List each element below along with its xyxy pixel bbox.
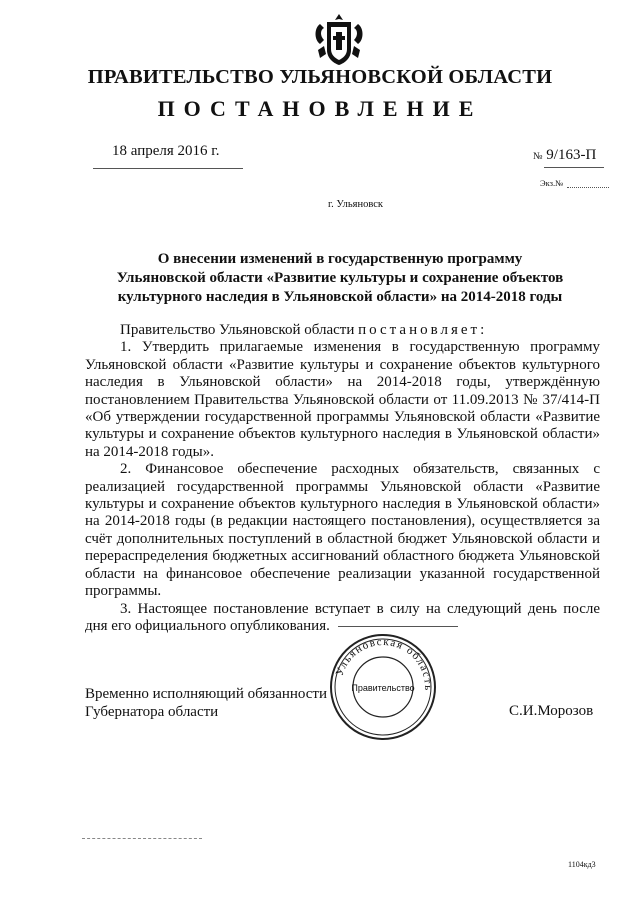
intro-prefix: Правительство Ульяновской области: [120, 322, 355, 338]
signer-position-line: Губернатора области: [85, 704, 219, 720]
title-line: культурного наследия в Ульяновской области» на 2014-2018 годы: [117, 289, 563, 305]
government-name: ПРАВИТЕЛЬСТВО УЛЬЯНОВСКОЙ ОБЛАСТИ: [87, 66, 553, 88]
intro-verb: постановляет:: [358, 322, 488, 338]
signer-position: [85, 685, 327, 721]
title-line: Ульяновской области «Развитие культуры и сохранение объектов: [116, 270, 564, 286]
footer-dashes: [82, 838, 202, 839]
intro-paragraph: [85, 322, 600, 339]
title-line: О внесении изменений в государственную программу: [157, 251, 523, 267]
seal-center-text: Правительство: [351, 683, 415, 693]
document-code: 1104кд3: [568, 860, 596, 869]
document-type: ПОСТАНОВЛЕНИЕ: [157, 96, 483, 121]
signer-name: С.И.Морозов: [509, 703, 594, 719]
seal-ring-text: Ульяновская область: [333, 635, 435, 692]
document-title: [85, 250, 595, 307]
document-body: [85, 322, 600, 635]
signer-position-line: Временно исполняющий обязанности: [85, 686, 328, 702]
date-underline: [93, 168, 243, 169]
paragraph-1: 1. Утвердить прилагаемые изменения в государственную программу Ульяновской области «Развитие культуры и сохранение объектов культурного наследия в Ульяновской области» на 2014-2018 годы, утверждённую постановлением Правительства Ульяновской области от 11.09.2013 № 37/414-П «Об утверждении государственной программы Ульяновской области «Развитие культуры и сохранение объектов культурного наследия в Ульяновской области» на 2014-2018 годы».: [85, 339, 600, 460]
copy-number-field: [567, 187, 609, 188]
number-value: 9/163-П: [546, 147, 597, 163]
paragraph-2: 2. Финансовое обеспечение расходных обязательств, связанных с реализацией государственной программы Ульяновской области «Развитие культуры и сохранение объектов культурного наследия в Ульяновской области» на 2014-2018 годы (в редакции настоящего постановления), осуществляется за счёт дополнительных поступлений в областной бюджет Ульяновской области и перераспределения бюджетных ассигнований областного бюджета Ульяновской области на финансовое обеспечение реализации указанной государственной программы.: [85, 461, 600, 600]
document-number: [533, 147, 596, 164]
copy-number-label: Экз.№: [540, 178, 564, 188]
document-date: 18 апреля 2016 г.: [112, 143, 220, 159]
number-underline: [544, 167, 604, 168]
number-sign: №: [533, 151, 543, 162]
paragraph-3-text: 3. Настоящее постановление вступает в силу на следующий день после дня его официального опубликования.: [85, 600, 600, 634]
city: г. Ульяновск: [327, 199, 383, 210]
end-line: [338, 626, 458, 627]
official-seal-icon: [327, 631, 439, 743]
coat-of-arms-icon: [310, 10, 368, 68]
